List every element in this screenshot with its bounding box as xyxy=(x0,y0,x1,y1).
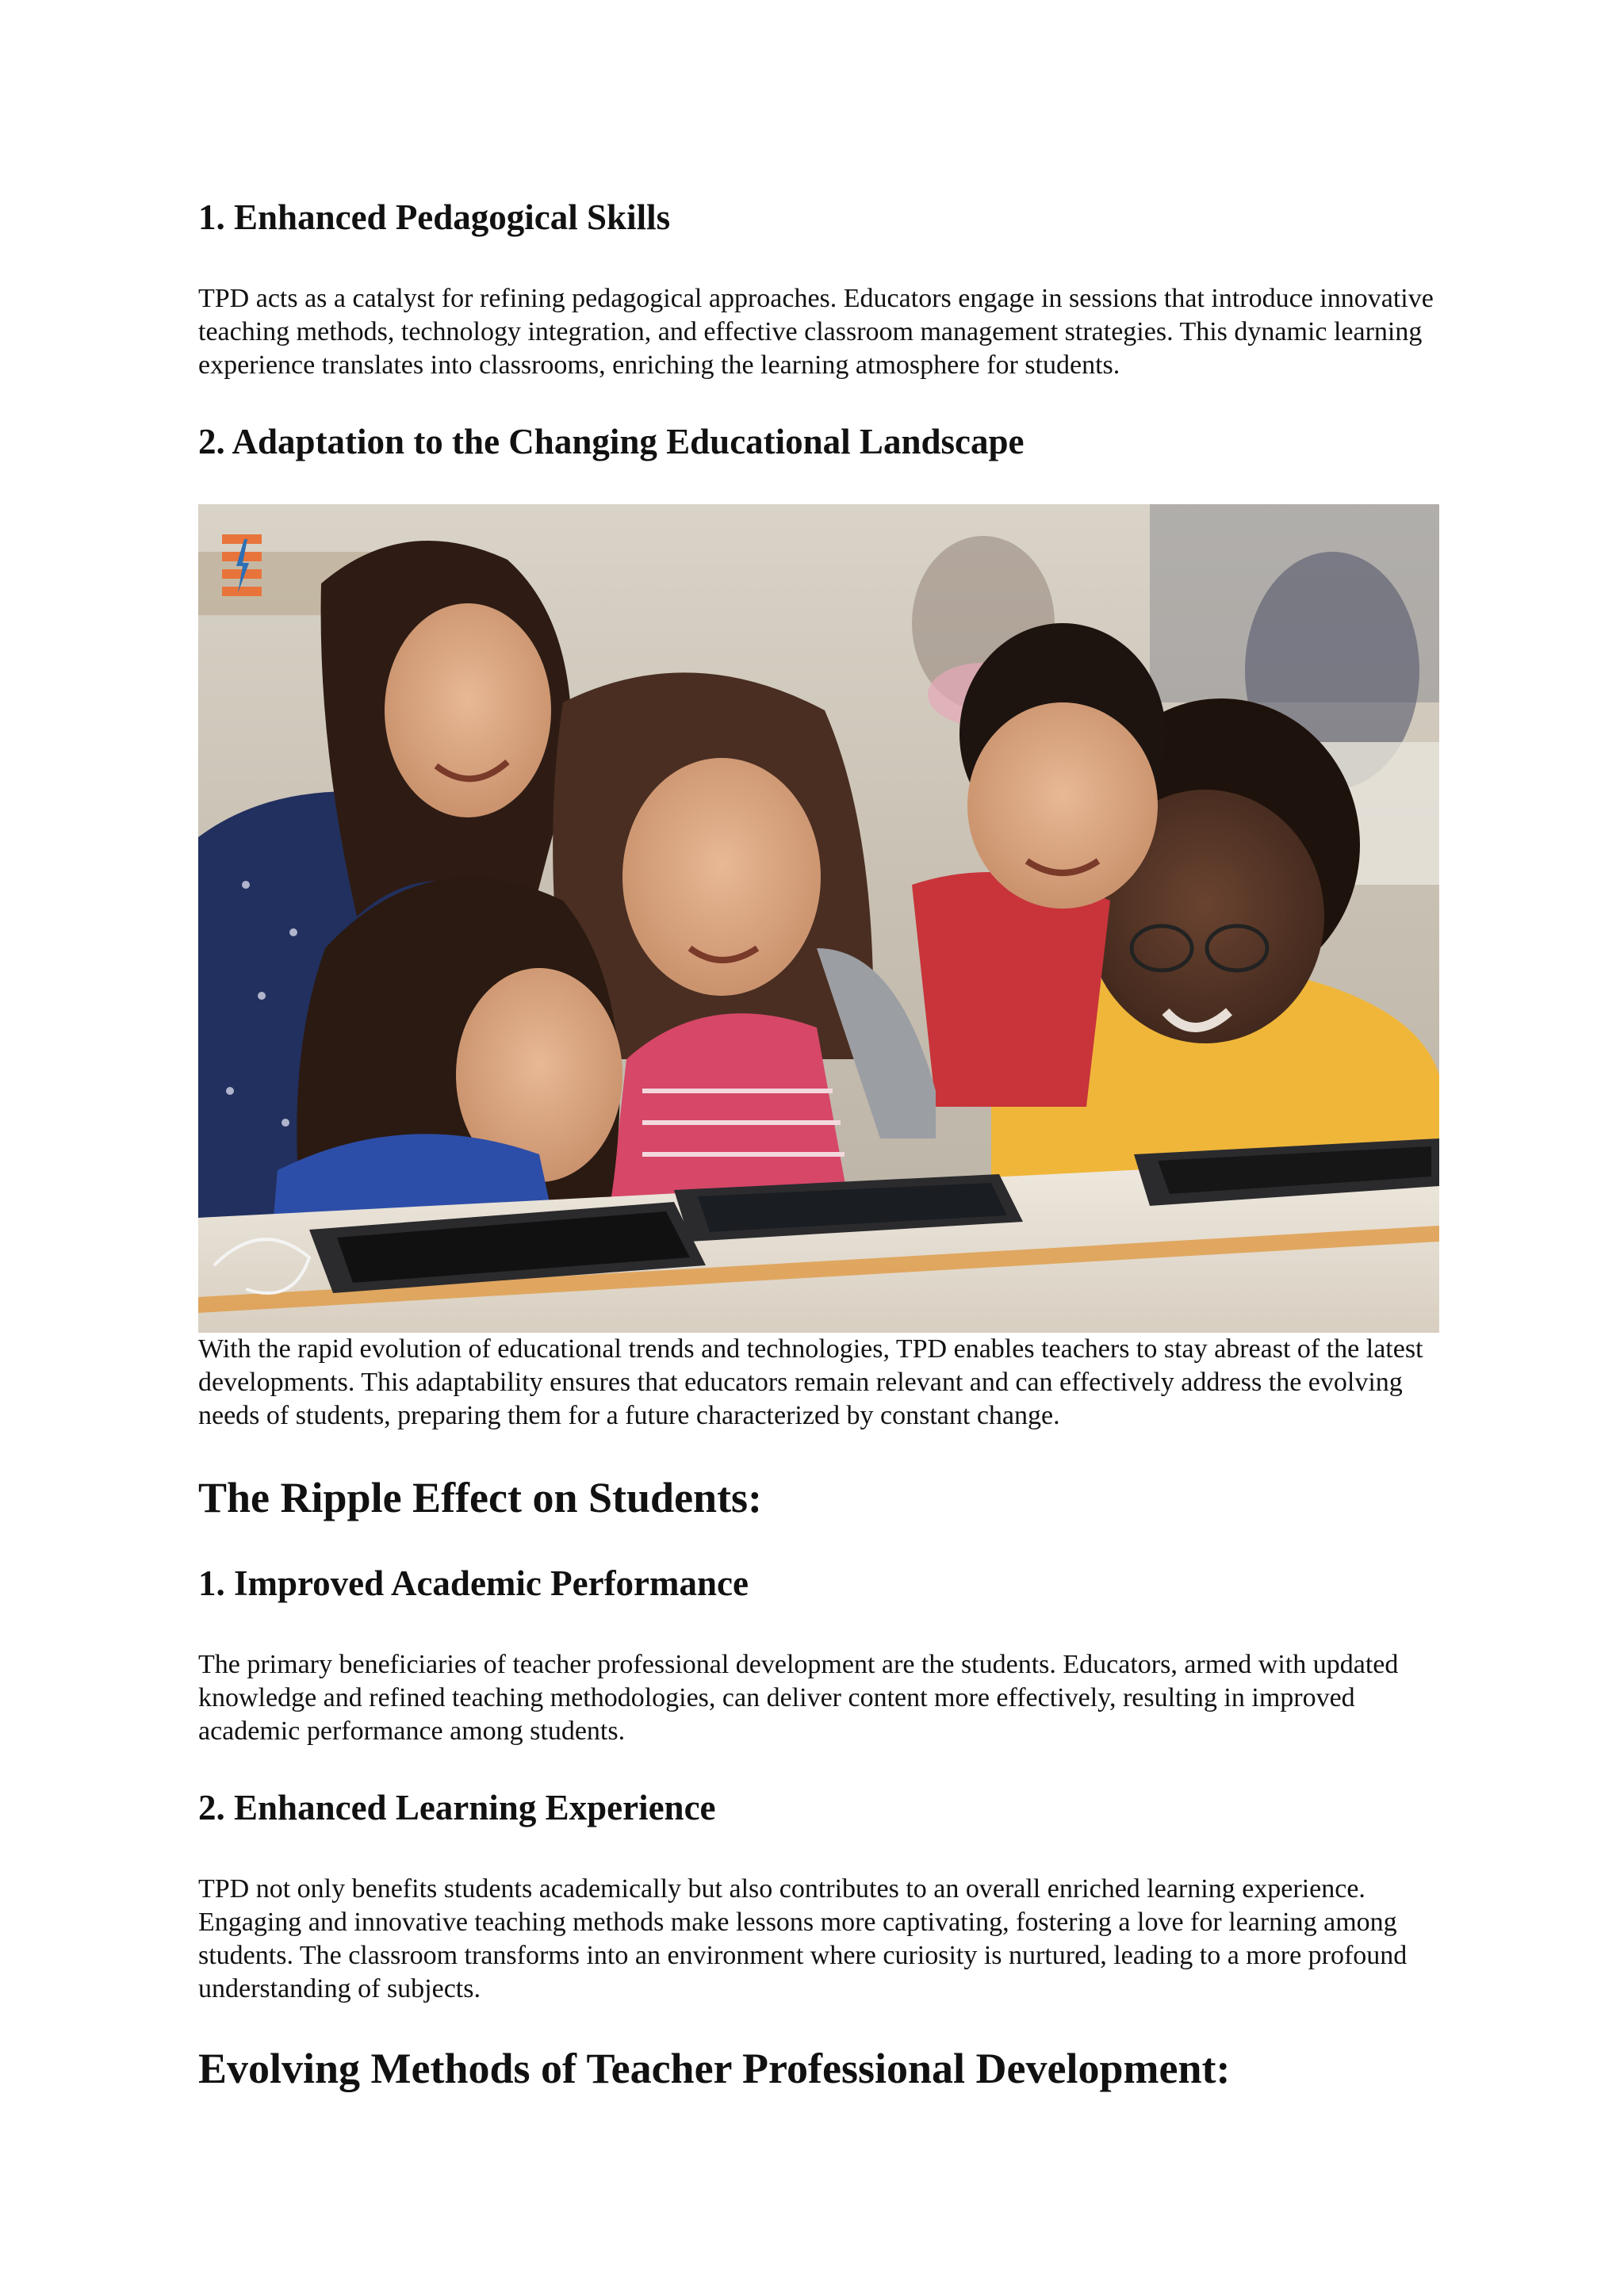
heading-improved-academic-performance: 1. Improved Academic Performance xyxy=(198,1563,749,1603)
heading-ripple-effect: The Ripple Effect on Students: xyxy=(198,1474,763,1521)
heading-adaptation: 2. Adaptation to the Changing Educational Landscape xyxy=(198,422,1025,461)
publisher-logo-icon xyxy=(222,534,262,598)
paragraph-enhanced-pedagogical-skills: TPD acts as a catalyst for refining pedagogical approaches. Educators engage in sessions that introduce innovative teaching methods, technology integration, and effective classroom management strategies. This dynamic learning experience translates into classrooms, enriching the learning atmosphere for students. xyxy=(198,284,1434,380)
paragraph-improved-academic-performance: The primary beneficiaries of teacher professional development are the students. Educators, armed with updated knowledge and refined teaching methodologies, can deliver content more effectively, resulting in improved academic performance among students. xyxy=(198,1650,1399,1746)
heading-evolving-methods: Evolving Methods of Teacher Professional Development: xyxy=(198,2045,1231,2092)
heading-enhanced-learning-experience: 2. Enhanced Learning Experience xyxy=(198,1788,716,1827)
paragraph-adaptation: With the rapid evolution of educational trends and technologies, TPD enables teachers to stay abreast of the latest developments. This adaptability ensures that educators remain relevant and can effectively address the evolving needs of students, preparing them for a future characterized by constant change. xyxy=(198,1334,1423,1430)
students-with-tablets-photo xyxy=(198,504,1439,1333)
heading-enhanced-pedagogical-skills: 1. Enhanced Pedagogical Skills xyxy=(198,197,671,237)
paragraph-enhanced-learning-experience: TPD not only benefits students academically but also contributes to an overall enriched learning experience. Engaging and innovative teaching methods make lessons more captivating, fostering a love for learning among students. The classroom transforms into an environment where curiosity is nurtured, leading to a more profound understanding of subjects. xyxy=(198,1874,1408,2003)
